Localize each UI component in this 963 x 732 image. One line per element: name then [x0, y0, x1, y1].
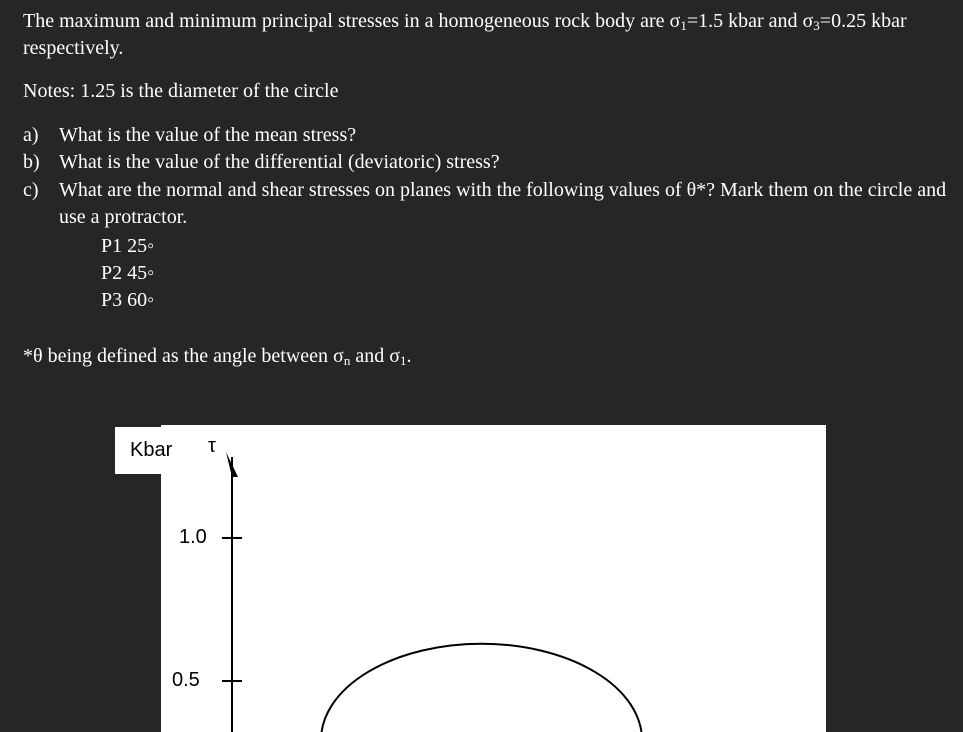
sigma3-subscript: 3 — [813, 18, 820, 33]
intro-text-a: The maximum and minimum principal stresses in a homogeneous rock body are σ — [23, 10, 681, 32]
notes-line: Notes: 1.25 is the diameter of the circle — [23, 80, 339, 102]
intro-text-b: =1.5 kbar and σ — [686, 10, 814, 32]
question-letter: a) — [23, 124, 39, 146]
mohr-circle-figure — [161, 425, 826, 732]
unit-label-box — [115, 427, 190, 474]
sigma1-subscript: 1 — [680, 18, 687, 33]
plane-item-p1: P1 25◦ — [101, 235, 155, 257]
footnote — [23, 343, 953, 370]
question-letter: b) — [23, 151, 40, 173]
footnote-text-b: and σ — [350, 345, 400, 367]
tau-label: τ — [208, 435, 216, 457]
tau-axis-arrowhead — [226, 452, 238, 477]
mohr-circle-arc — [321, 644, 642, 732]
tick-label-1-0: 1.0 — [179, 526, 207, 548]
question-text: What is the value of the mean stress? — [59, 124, 357, 146]
question-text: What is the value of the differential (deviatoric) stress? — [59, 151, 500, 173]
question-letter: c) — [23, 179, 39, 201]
intro-paragraph — [23, 8, 953, 62]
sigma-n-subscript: n — [343, 353, 351, 368]
plane-item-p3: P3 60◦ — [101, 289, 155, 311]
mohr-diagram — [161, 425, 826, 732]
footnote-text-c: . — [406, 345, 412, 367]
question-text: What are the normal and shear stresses on planes with the following values of θ*? Mark them on the circle and use a protractor. — [59, 179, 947, 228]
tick-label-0-5: 0.5 — [172, 669, 200, 691]
unit-label: Kbar — [130, 439, 173, 461]
plane-item-p2: P2 45◦ — [101, 262, 155, 284]
sigma1-subscript: 1 — [399, 353, 407, 368]
intro-text-c: =0.25 kbar respectively. — [23, 10, 907, 59]
footnote-text-a: *θ being defined as the angle between σ — [23, 345, 344, 367]
